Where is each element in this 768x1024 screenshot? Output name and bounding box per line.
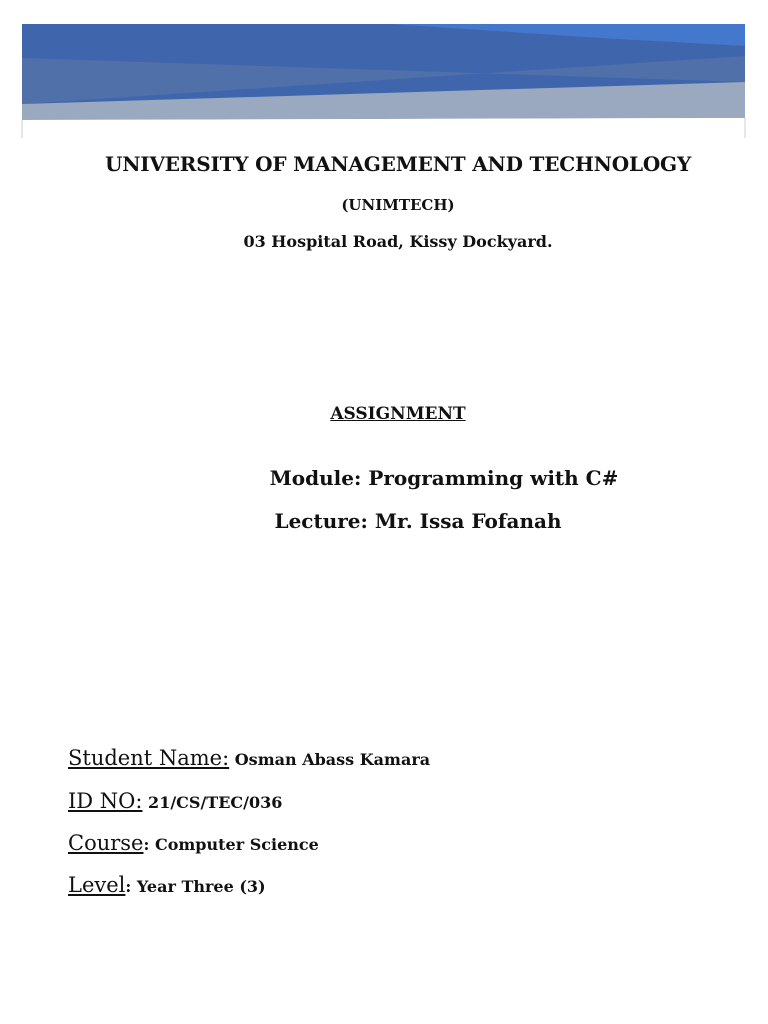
student-name-value: Osman Abass Kamara (229, 750, 431, 769)
assignment-heading: ASSIGNMENT (330, 404, 466, 424)
id-number-value: 21/CS/TEC/036 (142, 793, 283, 812)
id-number-label: ID NO: (68, 789, 143, 813)
module-line: Module: Programming with C# (269, 466, 619, 490)
header-banner (0, 0, 768, 145)
level-label: Level (68, 873, 126, 897)
course-value: : Computer Science (143, 835, 319, 854)
banner-white-sliver (22, 118, 745, 138)
student-name-field (68, 746, 430, 770)
university-abbreviation: (UNIMTECH) (341, 196, 455, 214)
student-name-label: Student Name: (68, 746, 230, 770)
lecture-line: Lecture: Mr. Issa Fofanah (274, 509, 562, 533)
level-value: : Year Three (3) (125, 877, 266, 896)
course-field (68, 831, 319, 855)
university-address: 03 Hospital Road, Kissy Dockyard. (243, 232, 553, 251)
university-name: UNIVERSITY OF MANAGEMENT AND TECHNOLOGY (104, 152, 692, 176)
level-field (68, 873, 266, 897)
id-number-field (68, 789, 282, 813)
course-label: Course (68, 831, 144, 855)
